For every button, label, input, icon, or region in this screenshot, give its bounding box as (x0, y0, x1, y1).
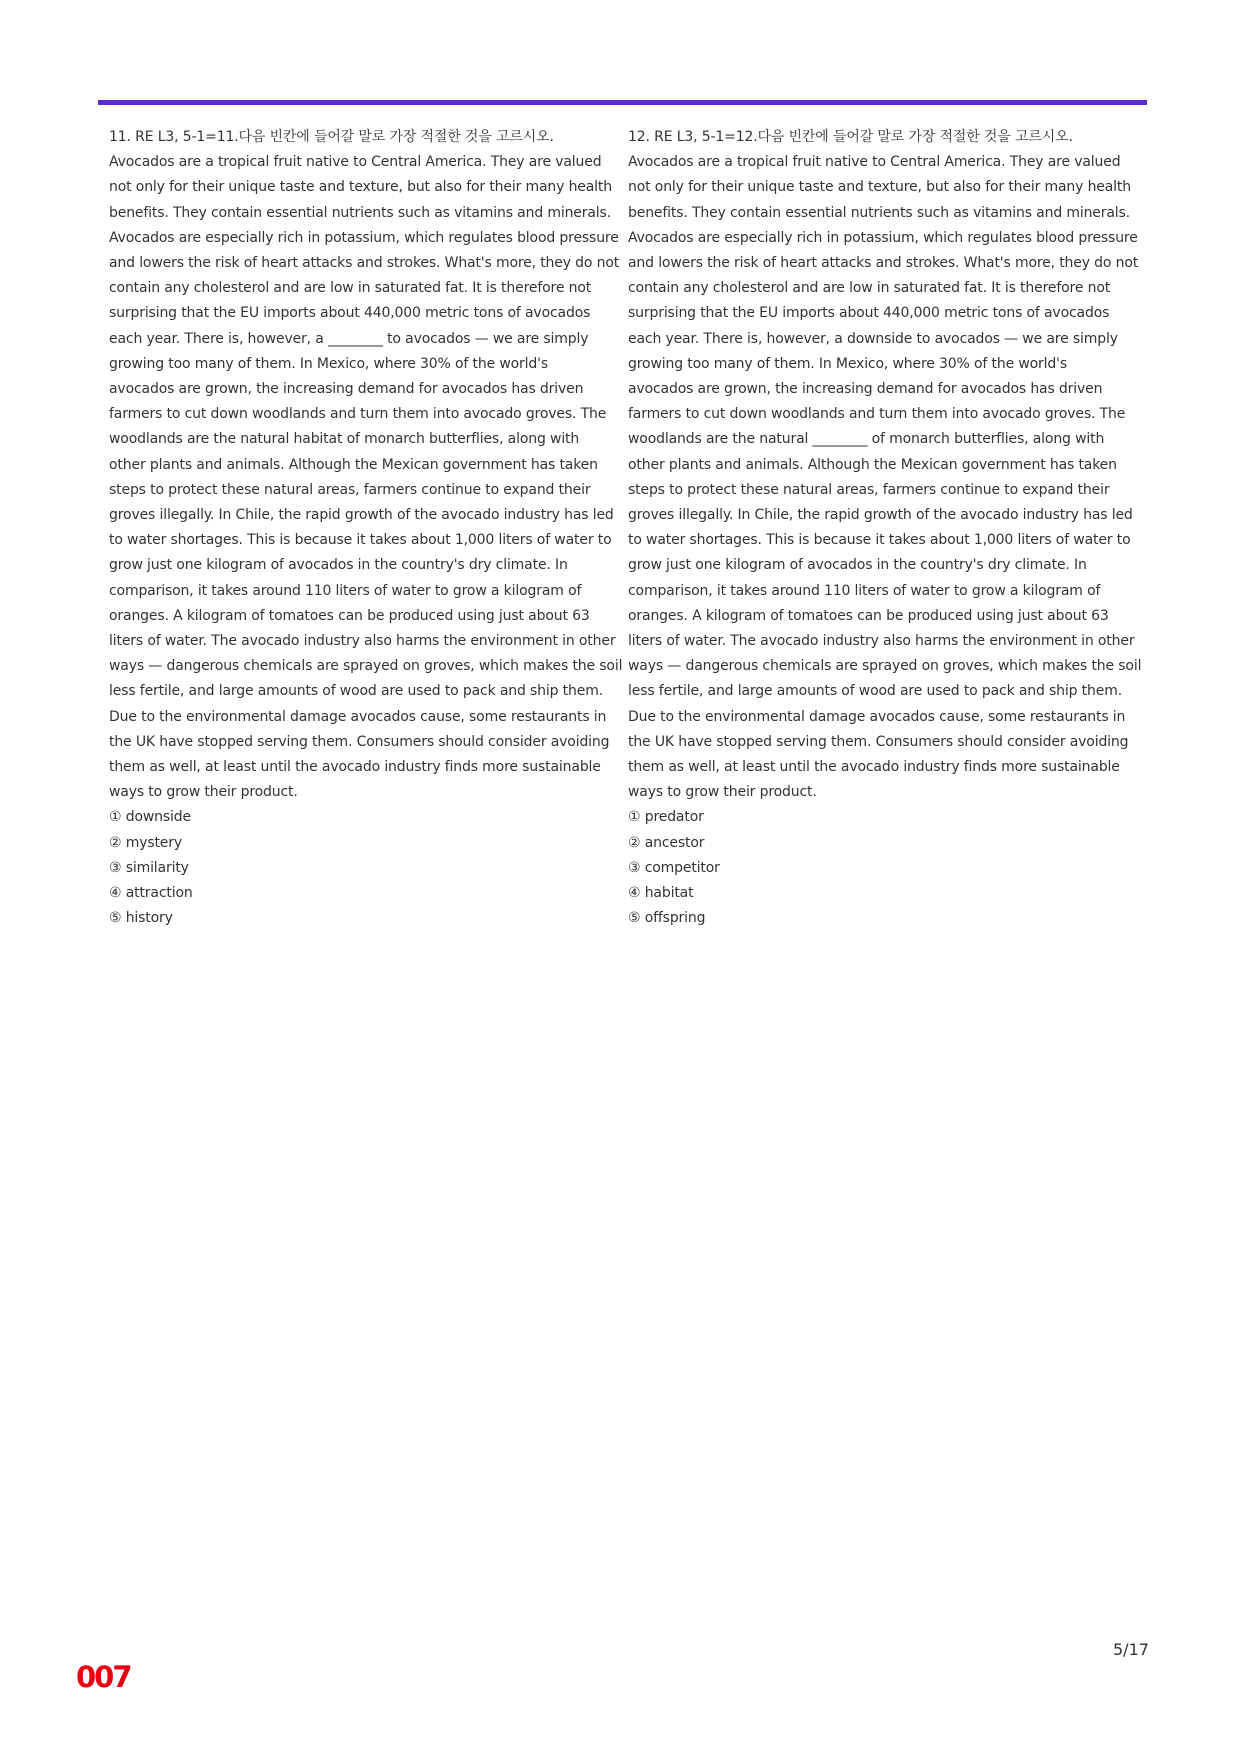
passage-line: grow just one kilogram of avocados in the country's dry climate. In (109, 557, 568, 574)
question-12 (628, 125, 1142, 932)
passage-line: ways to grow their product. (628, 784, 817, 801)
passage-line: each year. There is, however, a downside to avocados — we are simply (628, 330, 1118, 347)
choice-5[interactable]: ⑤ history (109, 910, 173, 927)
passage-line: surprising that the EU imports about 440,000 metric tons of avocados (628, 305, 1110, 322)
passage-line: surprising that the EU imports about 440,000 metric tons of avocados (109, 305, 591, 322)
passage-line: and lowers the risk of heart attacks and strokes. What's more, they do not (628, 255, 1139, 272)
passage-line: woodlands are the natural ________ of monarch butterflies, along with (628, 431, 1105, 448)
passage-line: steps to protect these natural areas, farmers continue to expand their (628, 481, 1110, 498)
passage-line: ways to grow their product. (109, 784, 298, 801)
passage-line: to water shortages. This is because it takes about 1,000 liters of water to (109, 532, 612, 549)
page-number: 5/17 (1113, 1640, 1149, 1659)
passage-line: them as well, at least until the avocado industry finds more sustainable (628, 759, 1120, 776)
passage-line: to water shortages. This is because it takes about 1,000 liters of water to (628, 532, 1131, 549)
passage-line: each year. There is, however, a ________ to avocados — we are simply (109, 330, 589, 347)
passage-line: growing too many of them. In Mexico, where 30% of the world's (628, 355, 1067, 372)
passage-line: woodlands are the natural habitat of monarch butterflies, along with (109, 431, 580, 448)
passage-line: Avocados are a tropical fruit native to Central America. They are valued (628, 154, 1121, 171)
choice-2[interactable]: ② mystery (109, 834, 183, 851)
question-11 (109, 125, 623, 932)
passage-line: comparison, it takes around 110 liters of water to grow a kilogram of (628, 582, 1101, 599)
passage-line: growing too many of them. In Mexico, where 30% of the world's (109, 355, 548, 372)
passage-line: Avocados are especially rich in potassium, which regulates blood pressure (628, 229, 1138, 246)
answer-choices (109, 805, 611, 931)
passage-line: avocados are grown, the increasing demand for avocados has driven (109, 381, 584, 398)
passage-line: groves illegally. In Chile, the rapid growth of the avocado industry has led (109, 507, 614, 524)
passage-line: contain any cholesterol and are low in saturated fat. It is therefore not (628, 280, 1111, 297)
publisher-logo: 007 (76, 1660, 131, 1694)
passage-line: the UK have stopped serving them. Consumers should consider avoiding (628, 733, 1129, 750)
passage-line: less fertile, and large amounts of wood are used to pack and ship them. (628, 683, 1122, 700)
choice-3[interactable]: ③ competitor (628, 859, 720, 876)
question-header: 12. RE L3, 5-1=12.다음 빈칸에 들어갈 말로 가장 적절한 것을 고르시오. (628, 129, 1073, 145)
choice-4[interactable]: ④ attraction (109, 885, 193, 902)
passage-line: liters of water. The avocado industry also harms the environment in other (109, 633, 616, 650)
header-rule (98, 100, 1147, 105)
passage-line: avocados are grown, the increasing demand for avocados has driven (628, 381, 1103, 398)
passage-line: the UK have stopped serving them. Consumers should consider avoiding (109, 733, 610, 750)
choice-1[interactable]: ① downside (109, 809, 191, 826)
question-header: 11. RE L3, 5-1=11.다음 빈칸에 들어갈 말로 가장 적절한 것을 고르시오. (109, 129, 554, 145)
passage-line: oranges. A kilogram of tomatoes can be produced using just about 63 (109, 607, 590, 624)
passage-line: less fertile, and large amounts of wood are used to pack and ship them. (109, 683, 603, 700)
choice-5[interactable]: ⑤ offspring (628, 910, 706, 927)
passage-line: grow just one kilogram of avocados in the country's dry climate. In (628, 557, 1087, 574)
passage-line: ways — dangerous chemicals are sprayed on groves, which makes the soil (109, 658, 623, 675)
passage-line: other plants and animals. Although the Mexican government has taken (109, 456, 598, 473)
passage-line: steps to protect these natural areas, farmers continue to expand their (109, 481, 591, 498)
passage-line: Avocados are a tropical fruit native to Central America. They are valued (109, 154, 602, 171)
passage-line: other plants and animals. Although the Mexican government has taken (628, 456, 1117, 473)
choice-4[interactable]: ④ habitat (628, 885, 694, 902)
passage-line: liters of water. The avocado industry also harms the environment in other (628, 633, 1135, 650)
choice-3[interactable]: ③ similarity (109, 859, 189, 876)
passage-line: them as well, at least until the avocado industry finds more sustainable (109, 759, 601, 776)
passage-line: and lowers the risk of heart attacks and strokes. What's more, they do not (109, 255, 620, 272)
passage-line: not only for their unique taste and texture, but also for their many health (109, 179, 612, 196)
passage-line: benefits. They contain essential nutrients such as vitamins and minerals. (628, 204, 1130, 221)
passage-line: not only for their unique taste and texture, but also for their many health (628, 179, 1131, 196)
choice-2[interactable]: ② ancestor (628, 834, 705, 851)
passage-line: oranges. A kilogram of tomatoes can be produced using just about 63 (628, 607, 1109, 624)
passage-line: Due to the environmental damage avocados cause, some restaurants in (109, 708, 607, 725)
passage-line: contain any cholesterol and are low in saturated fat. It is therefore not (109, 280, 592, 297)
passage (109, 150, 623, 805)
passage-line: groves illegally. In Chile, the rapid growth of the avocado industry has led (628, 507, 1133, 524)
answer-choices (628, 805, 1130, 931)
passage-line: farmers to cut down woodlands and turn them into avocado groves. The (628, 406, 1126, 423)
passage-line: comparison, it takes around 110 liters of water to grow a kilogram of (109, 582, 582, 599)
passage-line: ways — dangerous chemicals are sprayed on groves, which makes the soil (628, 658, 1142, 675)
choice-1[interactable]: ① predator (628, 809, 704, 826)
passage-line: benefits. They contain essential nutrients such as vitamins and minerals. (109, 204, 611, 221)
passage (628, 150, 1142, 805)
passage-line: Avocados are especially rich in potassium, which regulates blood pressure (109, 229, 619, 246)
passage-line: Due to the environmental damage avocados cause, some restaurants in (628, 708, 1126, 725)
passage-line: farmers to cut down woodlands and turn them into avocado groves. The (109, 406, 607, 423)
